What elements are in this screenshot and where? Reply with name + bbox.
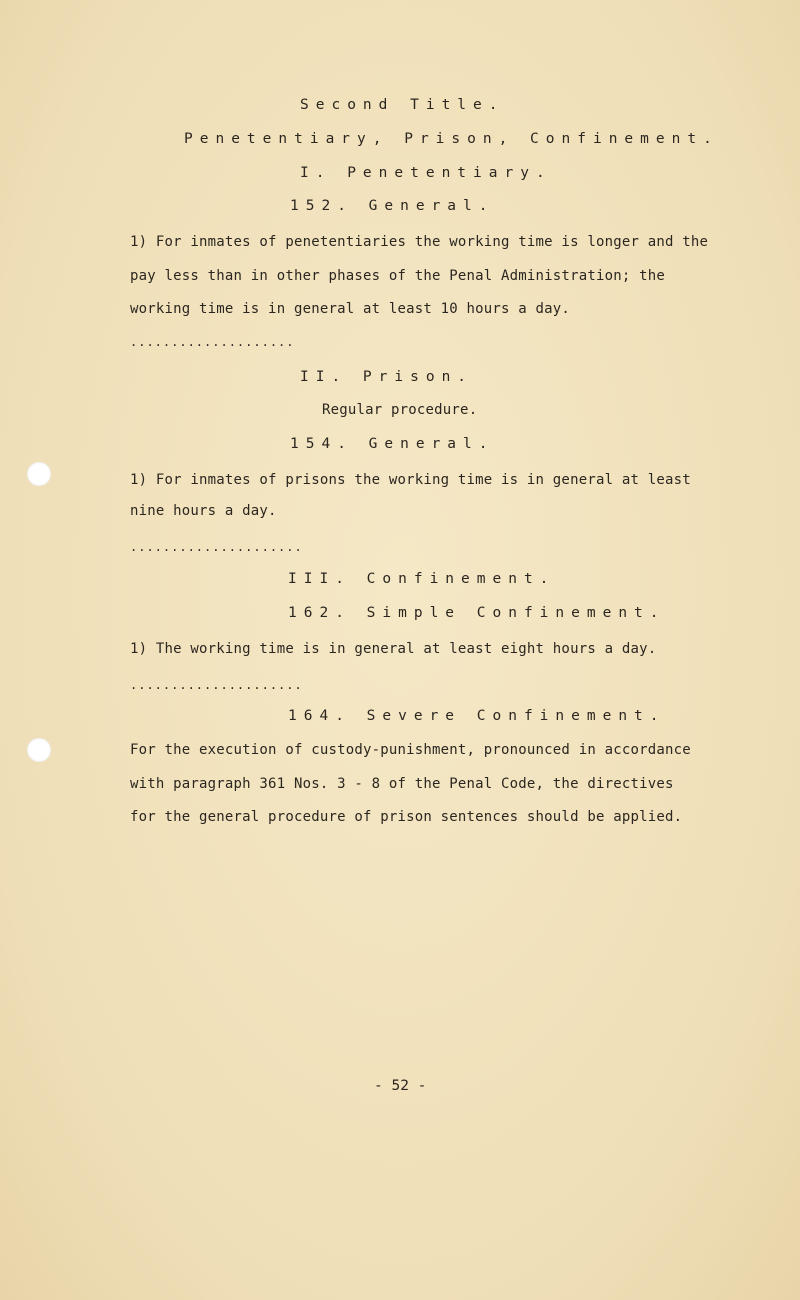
section-heading: II. Prison. bbox=[300, 369, 474, 385]
paragraph-line: pay less than in other phases of the Penal Administration; the bbox=[130, 268, 665, 284]
paragraph-line: for the general procedure of prison sentences should be applied. bbox=[130, 809, 683, 825]
document-subtitle: Penetentiary, Prison, Confinement. bbox=[184, 131, 719, 147]
paragraph-line: For the execution of custody-punishment, pronounced in accordance bbox=[130, 742, 691, 758]
page-number: - 52 - bbox=[374, 1078, 427, 1094]
section-note: Regular procedure. bbox=[322, 402, 478, 418]
paragraph-line: 1) For inmates of penetentiaries the working time is longer and the bbox=[130, 234, 709, 250]
paragraph-line: working time is in general at least 10 hours a day. bbox=[130, 301, 571, 317]
document-title: Second Title. bbox=[300, 97, 505, 113]
paragraph-line: nine hours a day. bbox=[130, 503, 277, 519]
subsection-heading: 164. Severe Confinement. bbox=[288, 708, 666, 724]
punch-hole bbox=[27, 462, 51, 486]
punch-hole bbox=[27, 738, 51, 762]
paragraph-line: 1) For inmates of prisons the working time is in general at least bbox=[130, 472, 691, 488]
paragraph-line: with paragraph 361 Nos. 3 - 8 of the Penal Code, the directives bbox=[130, 776, 674, 792]
ellipsis-divider: ..................... bbox=[130, 540, 303, 554]
ellipsis-divider: ..................... bbox=[130, 678, 303, 692]
ellipsis-divider: .................... bbox=[130, 335, 295, 349]
subsection-heading: 162. Simple Confinement. bbox=[288, 605, 666, 621]
section-heading: III. Confinement. bbox=[288, 571, 556, 587]
paragraph-line: 1) The working time is in general at least eight hours a day. bbox=[130, 641, 657, 657]
subsection-heading: 154. General. bbox=[290, 436, 495, 452]
section-heading: I. Penetentiary. bbox=[300, 165, 552, 181]
subsection-heading: 152. General. bbox=[290, 198, 495, 214]
